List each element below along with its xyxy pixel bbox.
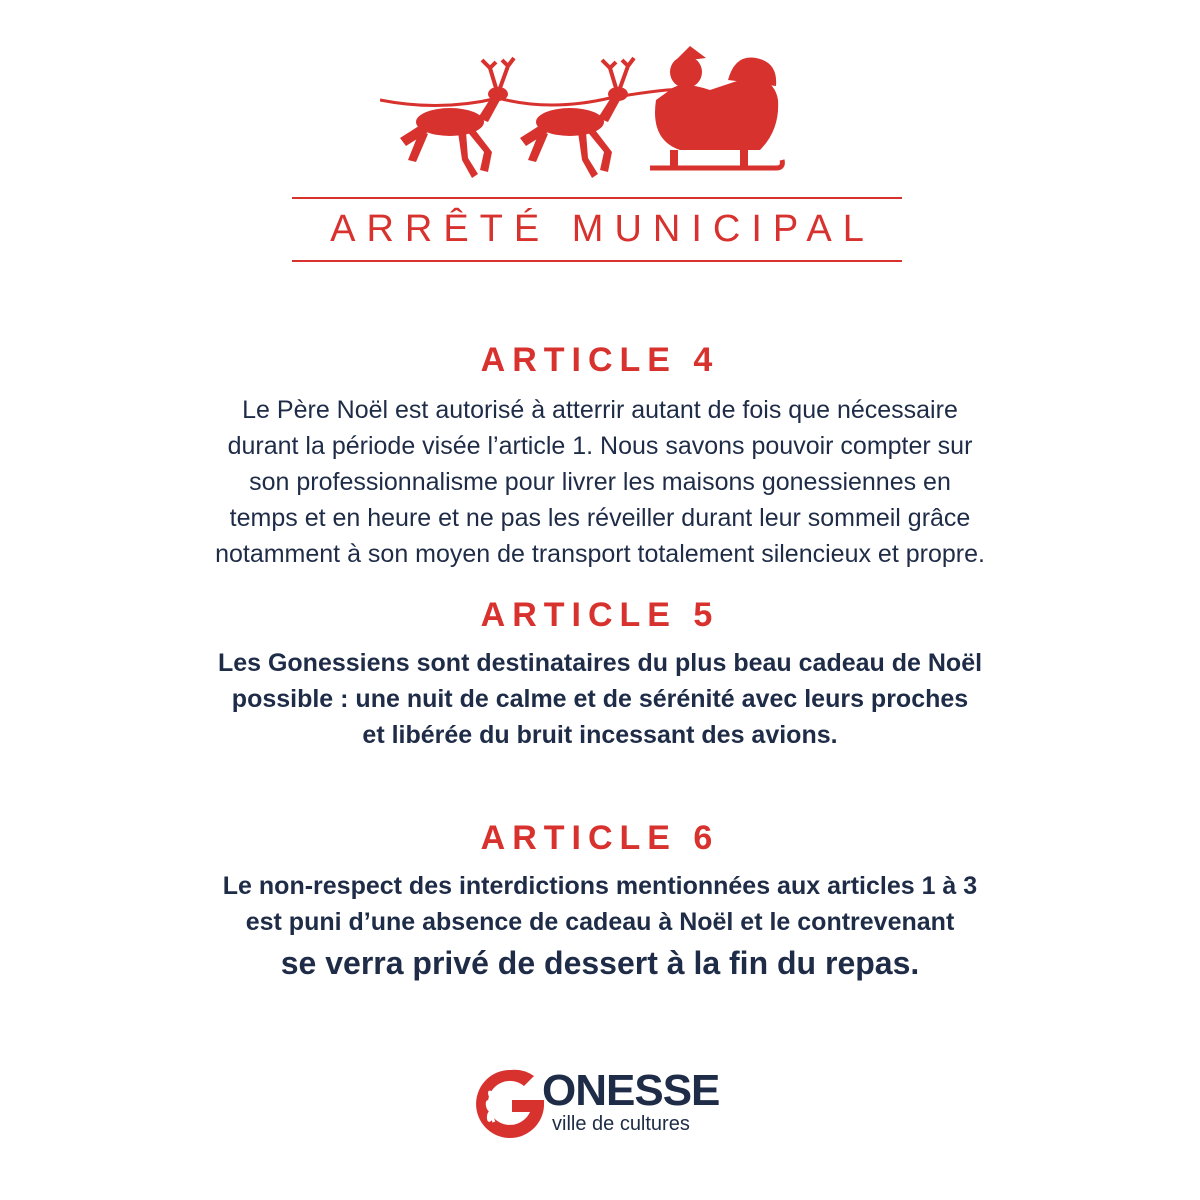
santa-sleigh-reindeer-icon: [380, 40, 800, 190]
article-5-line: Les Gonessiens sont destinataires du plus beau cadeau de Noël: [217, 649, 983, 677]
article-5-line: possible : une nuit de calme et de sérénité avec leurs proches: [231, 685, 969, 713]
article-6-line: se verra privé de dessert à la fin du repas.: [280, 945, 920, 981]
article-4-body: [60, 392, 1140, 572]
gonesse-logo: [472, 1066, 728, 1140]
article-4-line: durant la période visée l’article 1. Nous savons pouvoir compter sur: [227, 432, 973, 460]
article-4-title: ARTICLE 4: [480, 341, 720, 379]
gonesse-g-wheat-icon: [472, 1066, 548, 1140]
logo-wordmark: ONESSE: [542, 1066, 720, 1115]
article-6-line: est puni d’une absence de cadeau à Noël et le contrevenant: [245, 908, 955, 936]
reindeer-icon: [520, 58, 634, 178]
header-rule-top: [292, 197, 902, 199]
article-4-line: notamment à son moyen de transport totalement silencieux et propre.: [215, 540, 985, 568]
article-4-line: Le Père Noël est autorisé à atterrir autant de fois que nécessaire: [242, 396, 958, 424]
article-4-line: son professionnalisme pour livrer les maisons gonessiennes en: [249, 468, 951, 496]
logo-tagline: ville de cultures: [552, 1113, 690, 1135]
article-6-body: [60, 868, 1140, 986]
sleigh-icon: [650, 46, 782, 168]
article-6-line: Le non-respect des interdictions mentionnées aux articles 1 à 3: [222, 872, 978, 900]
reindeer-icon: [400, 58, 514, 178]
article-6-title: ARTICLE 6: [480, 819, 720, 857]
article-5-body: [60, 645, 1140, 753]
article-4-line: temps et en heure et ne pas les réveiller durant leur sommeil grâce: [229, 504, 971, 532]
header-rule-bottom: [292, 260, 902, 262]
page-title: ARRÊTÉ MUNICIPAL: [330, 208, 875, 250]
article-5-title: ARTICLE 5: [480, 596, 720, 634]
article-5-line: et libérée du bruit incessant des avions.: [362, 721, 838, 749]
